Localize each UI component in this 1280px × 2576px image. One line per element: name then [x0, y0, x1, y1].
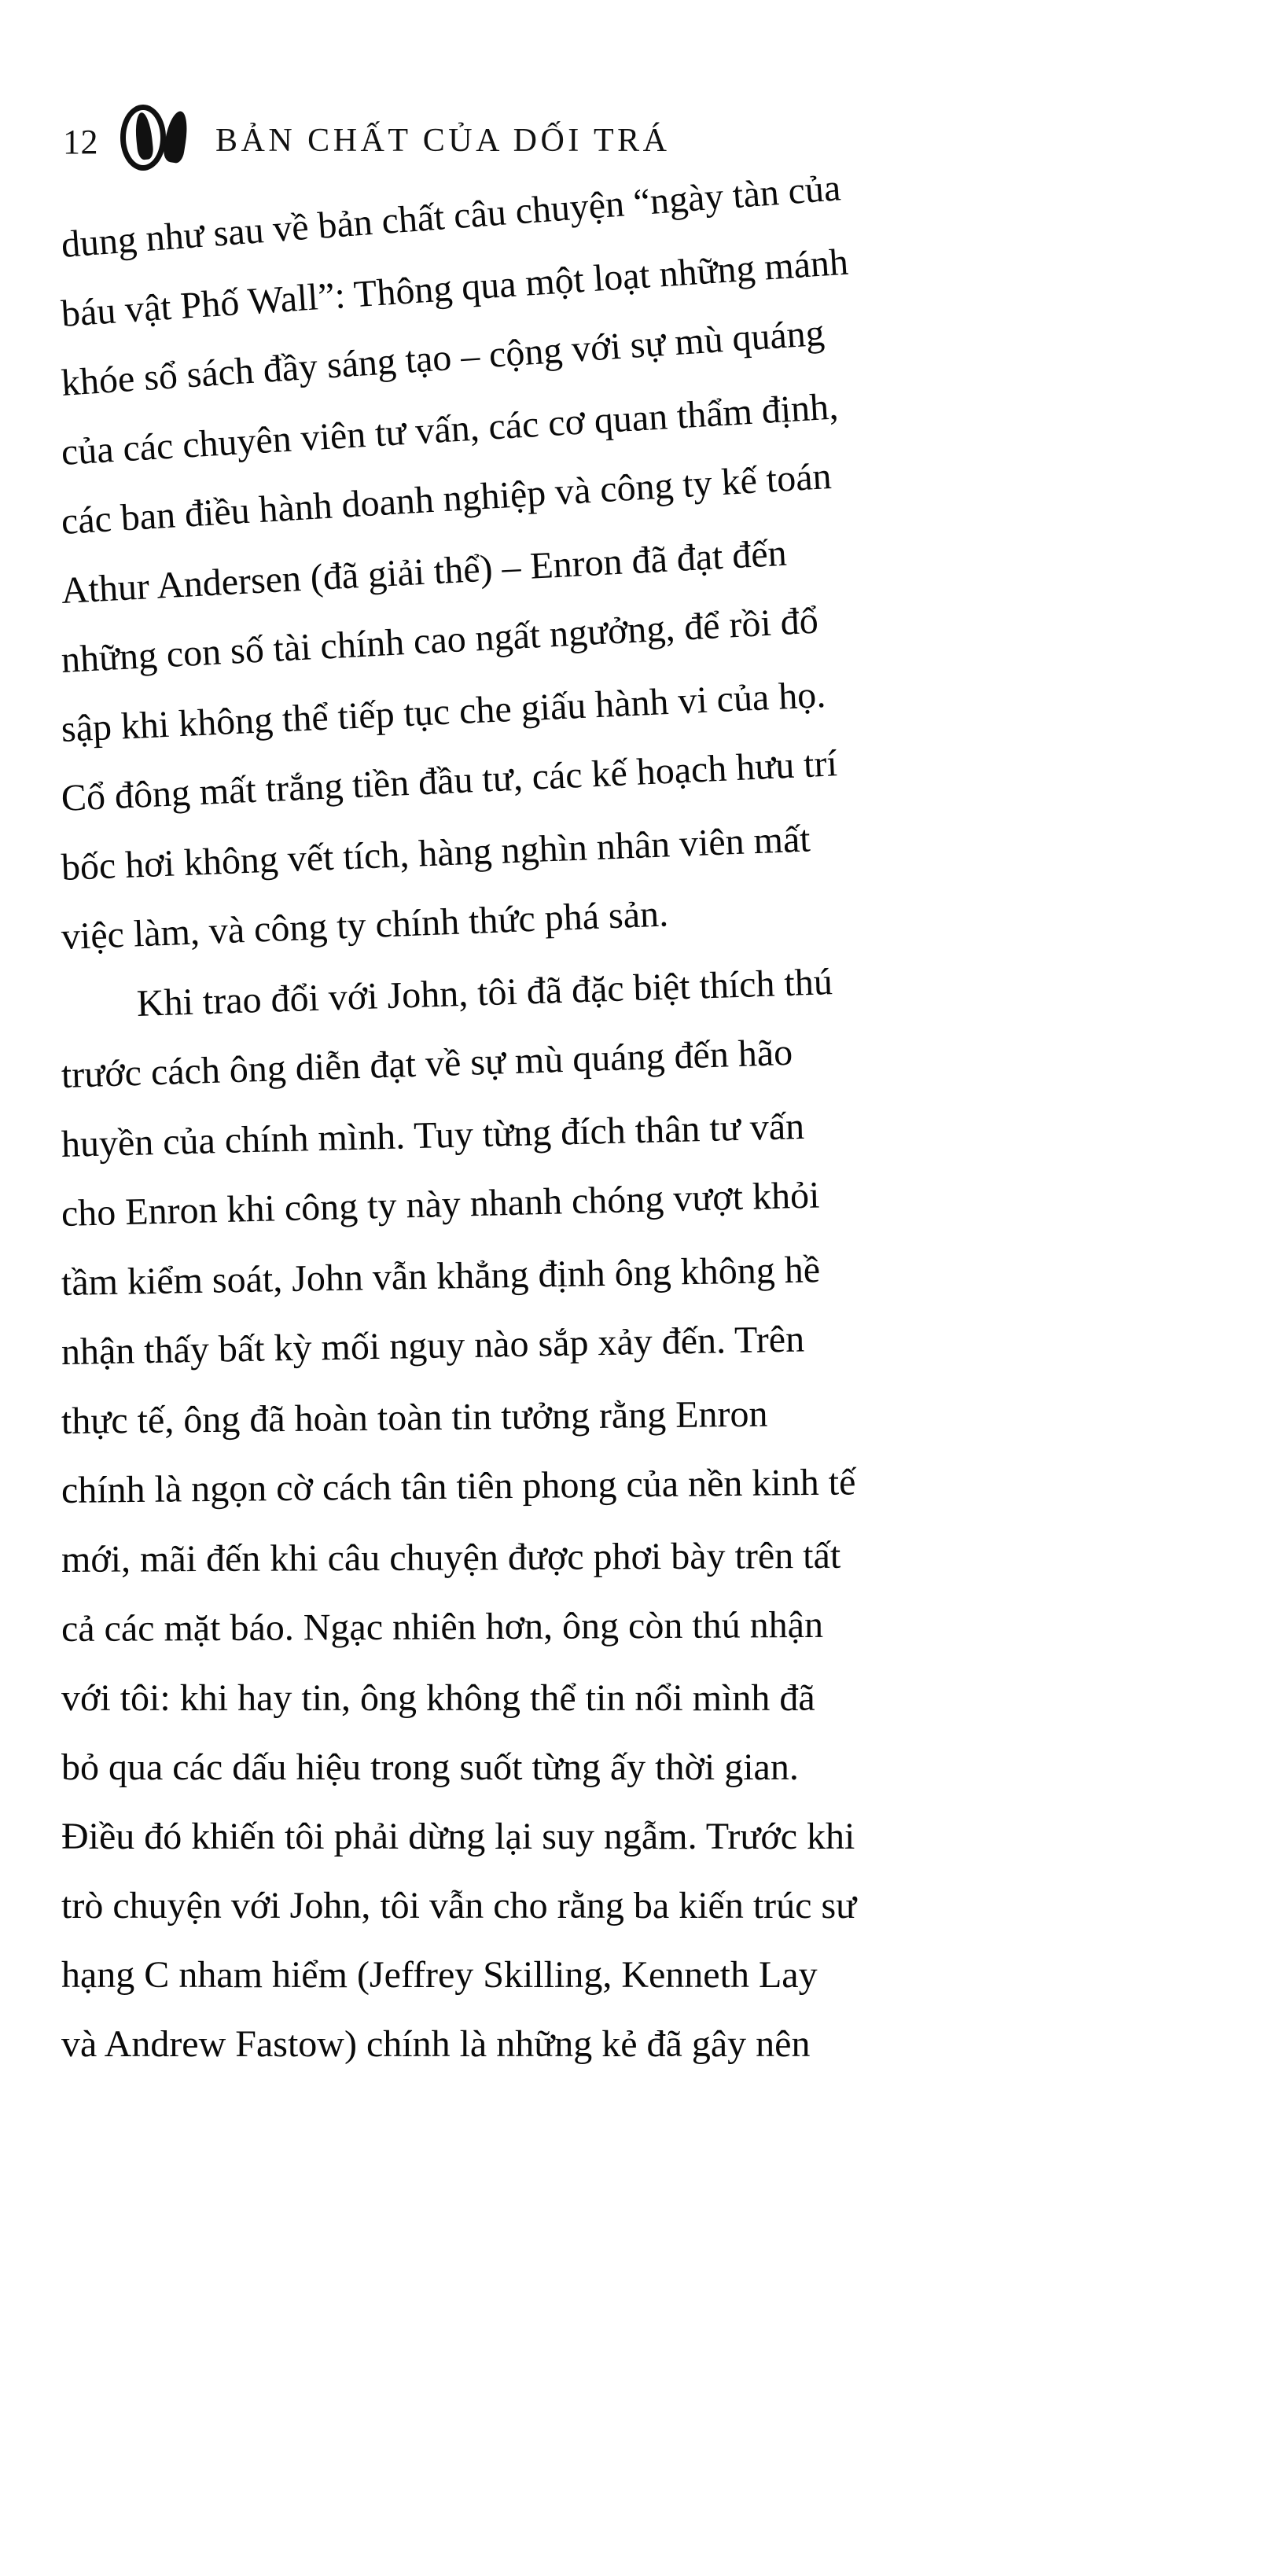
text-line: báu vật Phố Wall”: Thông qua một loạt những mánh: [60, 241, 850, 335]
text-line: cả các mặt báo. Ngạc nhiên hơn, ông còn thú nhận: [61, 1603, 824, 1650]
text-line: huyền của chính mình. Tuy từng đích thân tư vấn: [61, 1105, 805, 1165]
text-line: tầm kiểm soát, John vẫn khẳng định ông không hề: [61, 1249, 821, 1304]
running-head-title: BẢN CHẤT CỦA DỐI TRÁ: [215, 123, 671, 159]
text-line: trước cách ông diễn đạt về sự mù quáng đến hão: [61, 1031, 793, 1096]
text-line: thực tế, ông đã hoàn toàn tin tưởng rằng Enron: [61, 1393, 768, 1442]
paragraph-enron-collapse: [60, 167, 1223, 972]
text-line: của các chuyên viên tư vấn, các cơ quan thẩm định,: [60, 385, 840, 473]
text-line: Cổ đông mất trắng tiền đầu tư, các kế hoạch hưu trí: [60, 742, 838, 819]
text-line: Athur Andersen (đã giải thể) – Enron đã đạt đến: [60, 532, 788, 612]
text-line: Khi trao đổi với John, tôi đã đặc biệt thích thú: [136, 961, 833, 1025]
text-line: chính là ngọn cờ cách tân tiên phong của nền kinh tế: [61, 1461, 856, 1511]
text-line: nhận thấy bất kỳ mối nguy nào sắp xảy đến. Trên: [61, 1318, 805, 1373]
text-line: cho Enron khi công ty này nhanh chóng vượt khỏi: [61, 1174, 820, 1235]
text-line: trò chuyện với John, tôi vẫn cho rằng ba kiến trúc sư: [61, 1885, 857, 1926]
text-line: những con số tài chính cao ngất ngưởng, để rồi đổ: [60, 599, 819, 681]
text-line: bỏ qua các dấu hiệu trong suốt từng ấy thời gian.: [61, 1746, 799, 1788]
text-line: khóe sổ sách đầy sáng tạo – cộng với sự mù quáng: [60, 311, 826, 404]
text-line: và Andrew Fastow) chính là những kẻ đã gây nên: [61, 2023, 811, 2065]
paragraph-john-conversation: [61, 961, 1223, 2079]
text-line: hạng C nham hiểm (Jeffrey Skilling, Kenneth Lay: [61, 1954, 818, 1996]
page-body: [60, 167, 1223, 2079]
text-line: dung như sau về bản chất câu chuyện “ngày tàn của: [60, 167, 842, 266]
text-line: Điều đó khiến tôi phải dừng lại suy ngẫm. Trước khi: [61, 1816, 855, 1857]
text-line: sập khi không thể tiếp tục che giấu hành vi của họ.: [60, 673, 827, 750]
text-line: bốc hơi không vết tích, hàng nghìn nhân viên mất: [60, 818, 811, 889]
page-number: 12: [63, 123, 98, 161]
text-line: mới, mãi đến khi câu chuyện được phơi bày trên tất: [61, 1534, 841, 1581]
text-line: các ban điều hành doanh nghiệp và công ty kế toán: [60, 454, 833, 543]
leaf-ornament-icon: [116, 101, 198, 174]
text-line: việc làm, và công ty chính thức phá sản.: [60, 892, 669, 958]
text-line: với tôi: khi hay tin, ông không thể tin nổi mình đã: [61, 1677, 815, 1719]
